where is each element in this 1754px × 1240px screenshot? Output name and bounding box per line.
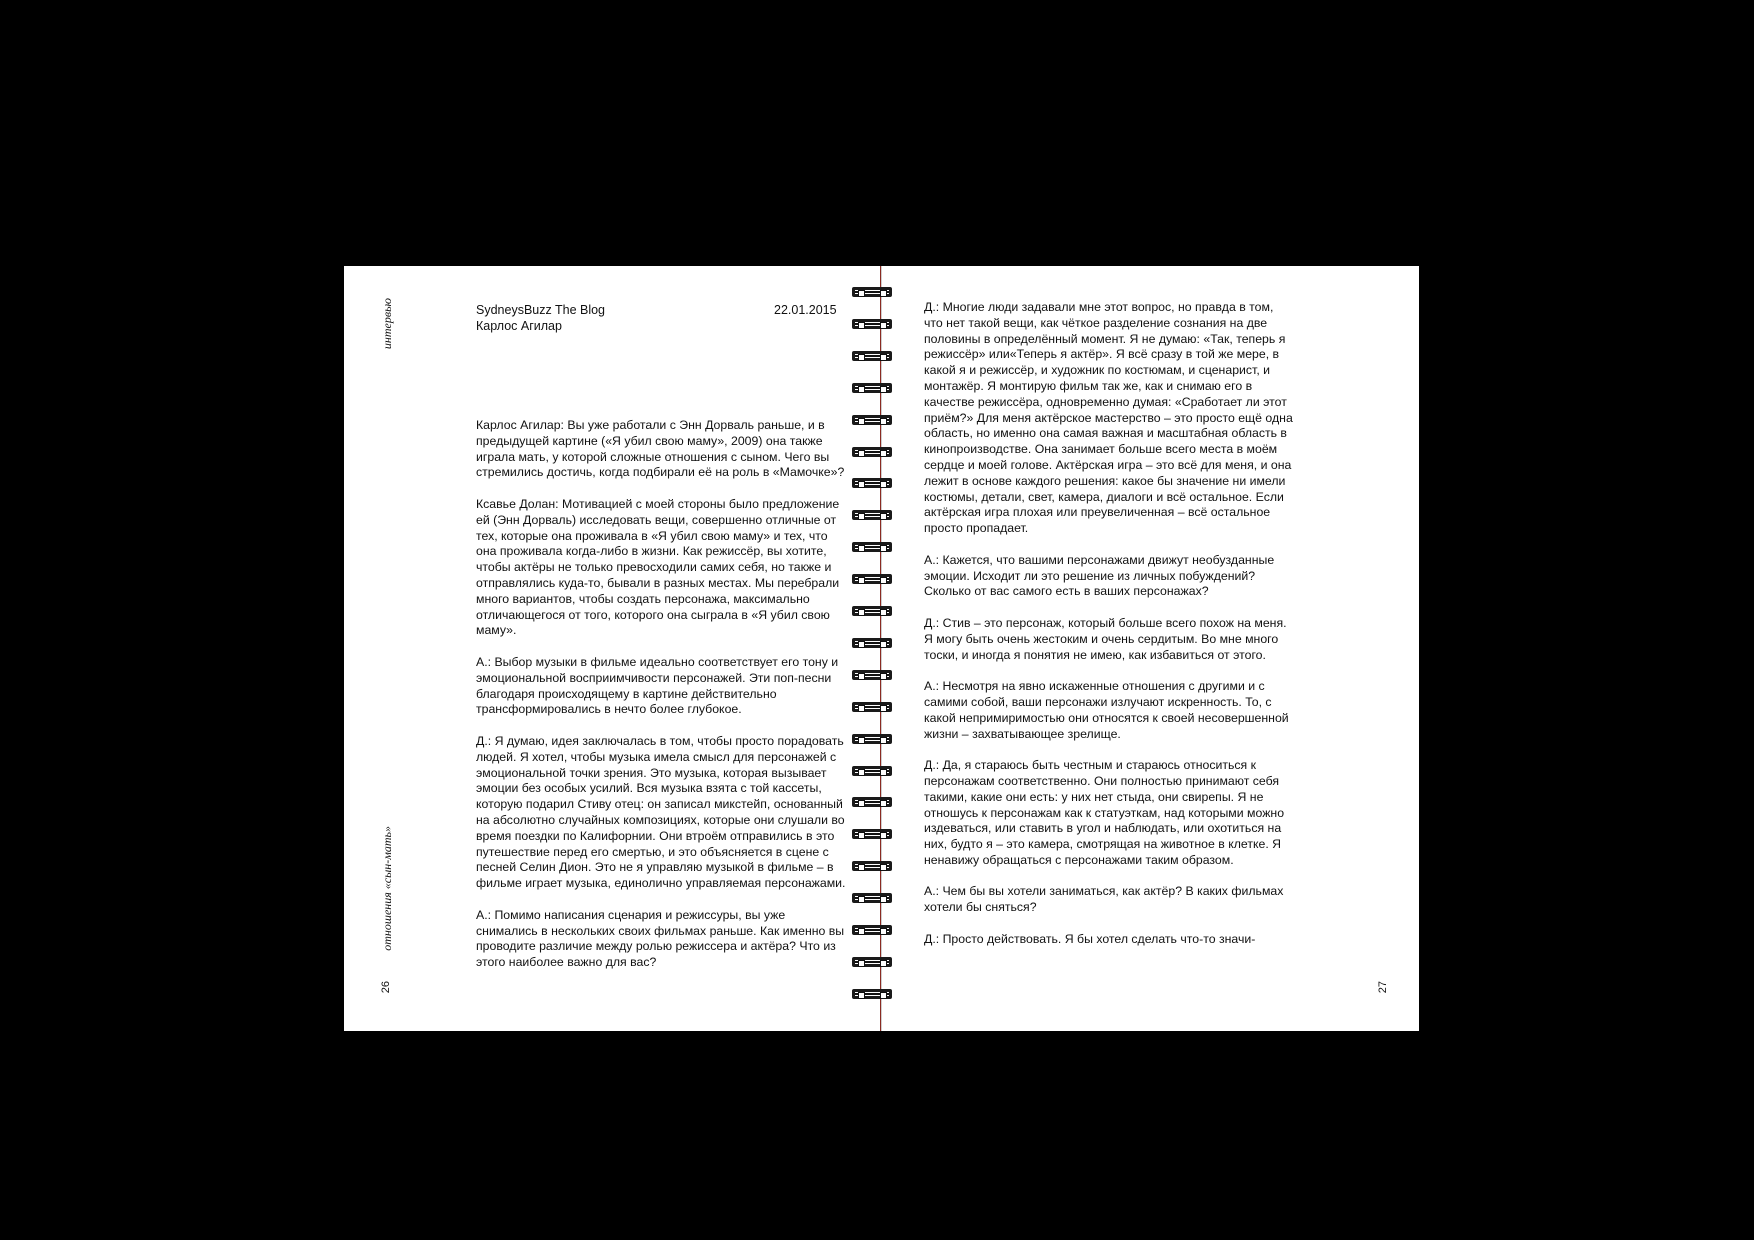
spiral-coil: [850, 350, 896, 366]
paragraph: Д.: Просто действовать. Я бы хотел сделать что-то значи-: [924, 931, 1256, 946]
spiral-coil: [850, 924, 896, 940]
left-article-body: [476, 418, 848, 987]
spiral-binding: [850, 286, 896, 1006]
spiral-coil: [850, 509, 896, 525]
spiral-coil: [850, 733, 896, 749]
paragraph: А.: Несмотря на явно искаженные отношения с другими и с самими собой, ваши персонажи излучают искренность. То, с какой непримиримостью они относятся к своей несовершенной жизни – захватывающее зрелище.: [924, 679, 1289, 741]
paragraph: А.: Помимо написания сценария и режиссуры, вы уже снимались в нескольких своих фильмах раньше. Как именно вы проводите различие между ролью режиссера и актёра? Что из этого наиболее важно для вас?: [476, 907, 845, 970]
author-name: Карлос Агилар: [476, 319, 562, 333]
paragraph: Д.: Многие люди задавали мне этот вопрос, но правда в том, что нет такой вещи, как чёткое разделение сознания на две половины в определённый момент. Я не думаю: «Так, теперь я режиссёр» или«Теперь я актёр». Я всё сразу в той же мере, в какой я и режиссёр, и художник по костюмам, и сценарист, и монтажёр. Я монтирую фильм так же, как и снимаю его в качестве режиссёра, одновременно думая: «Сработает ли этот приём?» Для меня актёрское мастерство – это просто ещё одна область, но именно она самая важная и масштабная область в кинопроизводстве. Она занимает больше всего места в моём сердце и моей голове. Актёрская игра – это всё для меня, и она лежит в основе каждого решения: какое бы значение ни имели костюмы, детали, свет, камера, диалоги и всё остальное. Если актёрская игра плохая или преувеличенная – всё остальное просто пропадает.: [924, 300, 1293, 536]
spiral-coil: [850, 382, 896, 398]
paragraph: А.: Кажется, что вашими персонажами движут необузданные эмоции. Исходит ли это решение из личных побуждений? Сколько от вас самого есть в ваших персонажах?: [924, 552, 1275, 599]
spiral-coil: [850, 860, 896, 876]
spiral-coil: [850, 956, 896, 972]
source-block: [476, 302, 605, 334]
spiral-coil: [850, 414, 896, 430]
spiral-coil: [850, 828, 896, 844]
spiral-coil: [850, 669, 896, 685]
publication-date: 22.01.2015: [774, 303, 837, 317]
paragraph: Карлос Агилар: Вы уже работали с Энн Дорваль раньше, и в предыдущей картине («Я убил свою маму», 2009) она также играла мать, у которой сложные отношения с сыном. Чего вы стремились достичь, когда подбирали её на роль в «Мамочке»?: [476, 418, 845, 480]
spiral-coil: [850, 988, 896, 1004]
paragraph: А.: Выбор музыки в фильме идеально соответствует его тону и эмоциональной восприимчивости персонажей. Эти поп-песни благодаря происходящему в картине действительно трансформировались в нечто более глубокое.: [476, 654, 839, 717]
chapter-label: отношения «сын-мать»: [380, 826, 394, 951]
spiral-coil: [850, 286, 896, 302]
spiral-coil: [850, 573, 896, 589]
spiral-coil: [850, 637, 896, 653]
spiral-coil: [850, 892, 896, 908]
paragraph: Д.: Да, я стараюсь быть честным и стараюсь относиться к персонажам соответственно. Они полностью принимают себя такими, какие они есть: у них нет стыда, они свирепы. Я не отношусь к персонажам как к статуэткам, над которыми можно издеваться, или ставить в угол и наблюдать, или охотиться на них, будто я – это камера, смотрящая на животное в клетке. Я ненавижу обращаться с персонажами таким образом.: [924, 758, 1285, 867]
paragraph: Д.: Я думаю, идея заключалась в том, чтобы просто порадовать людей. Я хотел, чтобы музыка имела смысл для персонажей с эмоциональной точки зрения. Это музыка, которая вызывает эмоции без особых усилий. Вся музыка взята с той кассеты, которую подарил Стиву отец: он записал микстейп, основанный на абсолютно случайных композициях, которые они слушали во время поездки по Калифорнии. Они втроём отправились в это путешествие перед его смертью, и это объясняется в сцене с песней Селин Дион. Это не я управляю музыкой в фильме – в фильме играет музыка, единолично управляемая персонажами.: [476, 733, 846, 891]
spiral-coil: [850, 477, 896, 493]
page-number-right: 27: [1377, 981, 1389, 994]
spiral-coil: [850, 605, 896, 621]
paragraph: Ксавье Долан: Мотивацией с моей стороны было предложение ей (Энн Дорваль) исследовать вещи, совершенно отличные от тех, которые она проживала в «Я убил свою маму» и тех, что она проживала когда-либо в жизни. Как режиссёр, вы хотите, чтобы актёры не только превосходили самих себя, но также и отправлялись куда-то, бывали в разных местах. Мы перебрали много вариантов, чтобы создать персонажа, максимально отличающегося от того, которого она сыграла в «Я убил свою маму».: [476, 496, 840, 638]
left-page: [344, 266, 882, 1031]
page-number-left: 26: [380, 981, 392, 994]
spiral-coil: [850, 541, 896, 557]
right-page: [882, 266, 1419, 1031]
paragraph: Д.: Стив – это персонаж, который больше всего похож на меня. Я могу быть очень жестоким и очень сердитым. Во мне много тоски, и иногда я понятия не имею, как избавиться от этого.: [924, 615, 1287, 662]
right-article-body: [924, 300, 1294, 963]
spiral-coil: [850, 765, 896, 781]
spiral-coil: [850, 318, 896, 334]
section-label: интервью: [380, 298, 394, 350]
spiral-coil: [850, 796, 896, 812]
spiral-coil: [850, 446, 896, 462]
source-name: SydneysBuzz The Blog: [476, 303, 606, 317]
spiral-coil: [850, 701, 896, 717]
paragraph: А.: Чем бы вы хотели заниматься, как актёр? В каких фильмах хотели бы сняться?: [924, 884, 1284, 915]
